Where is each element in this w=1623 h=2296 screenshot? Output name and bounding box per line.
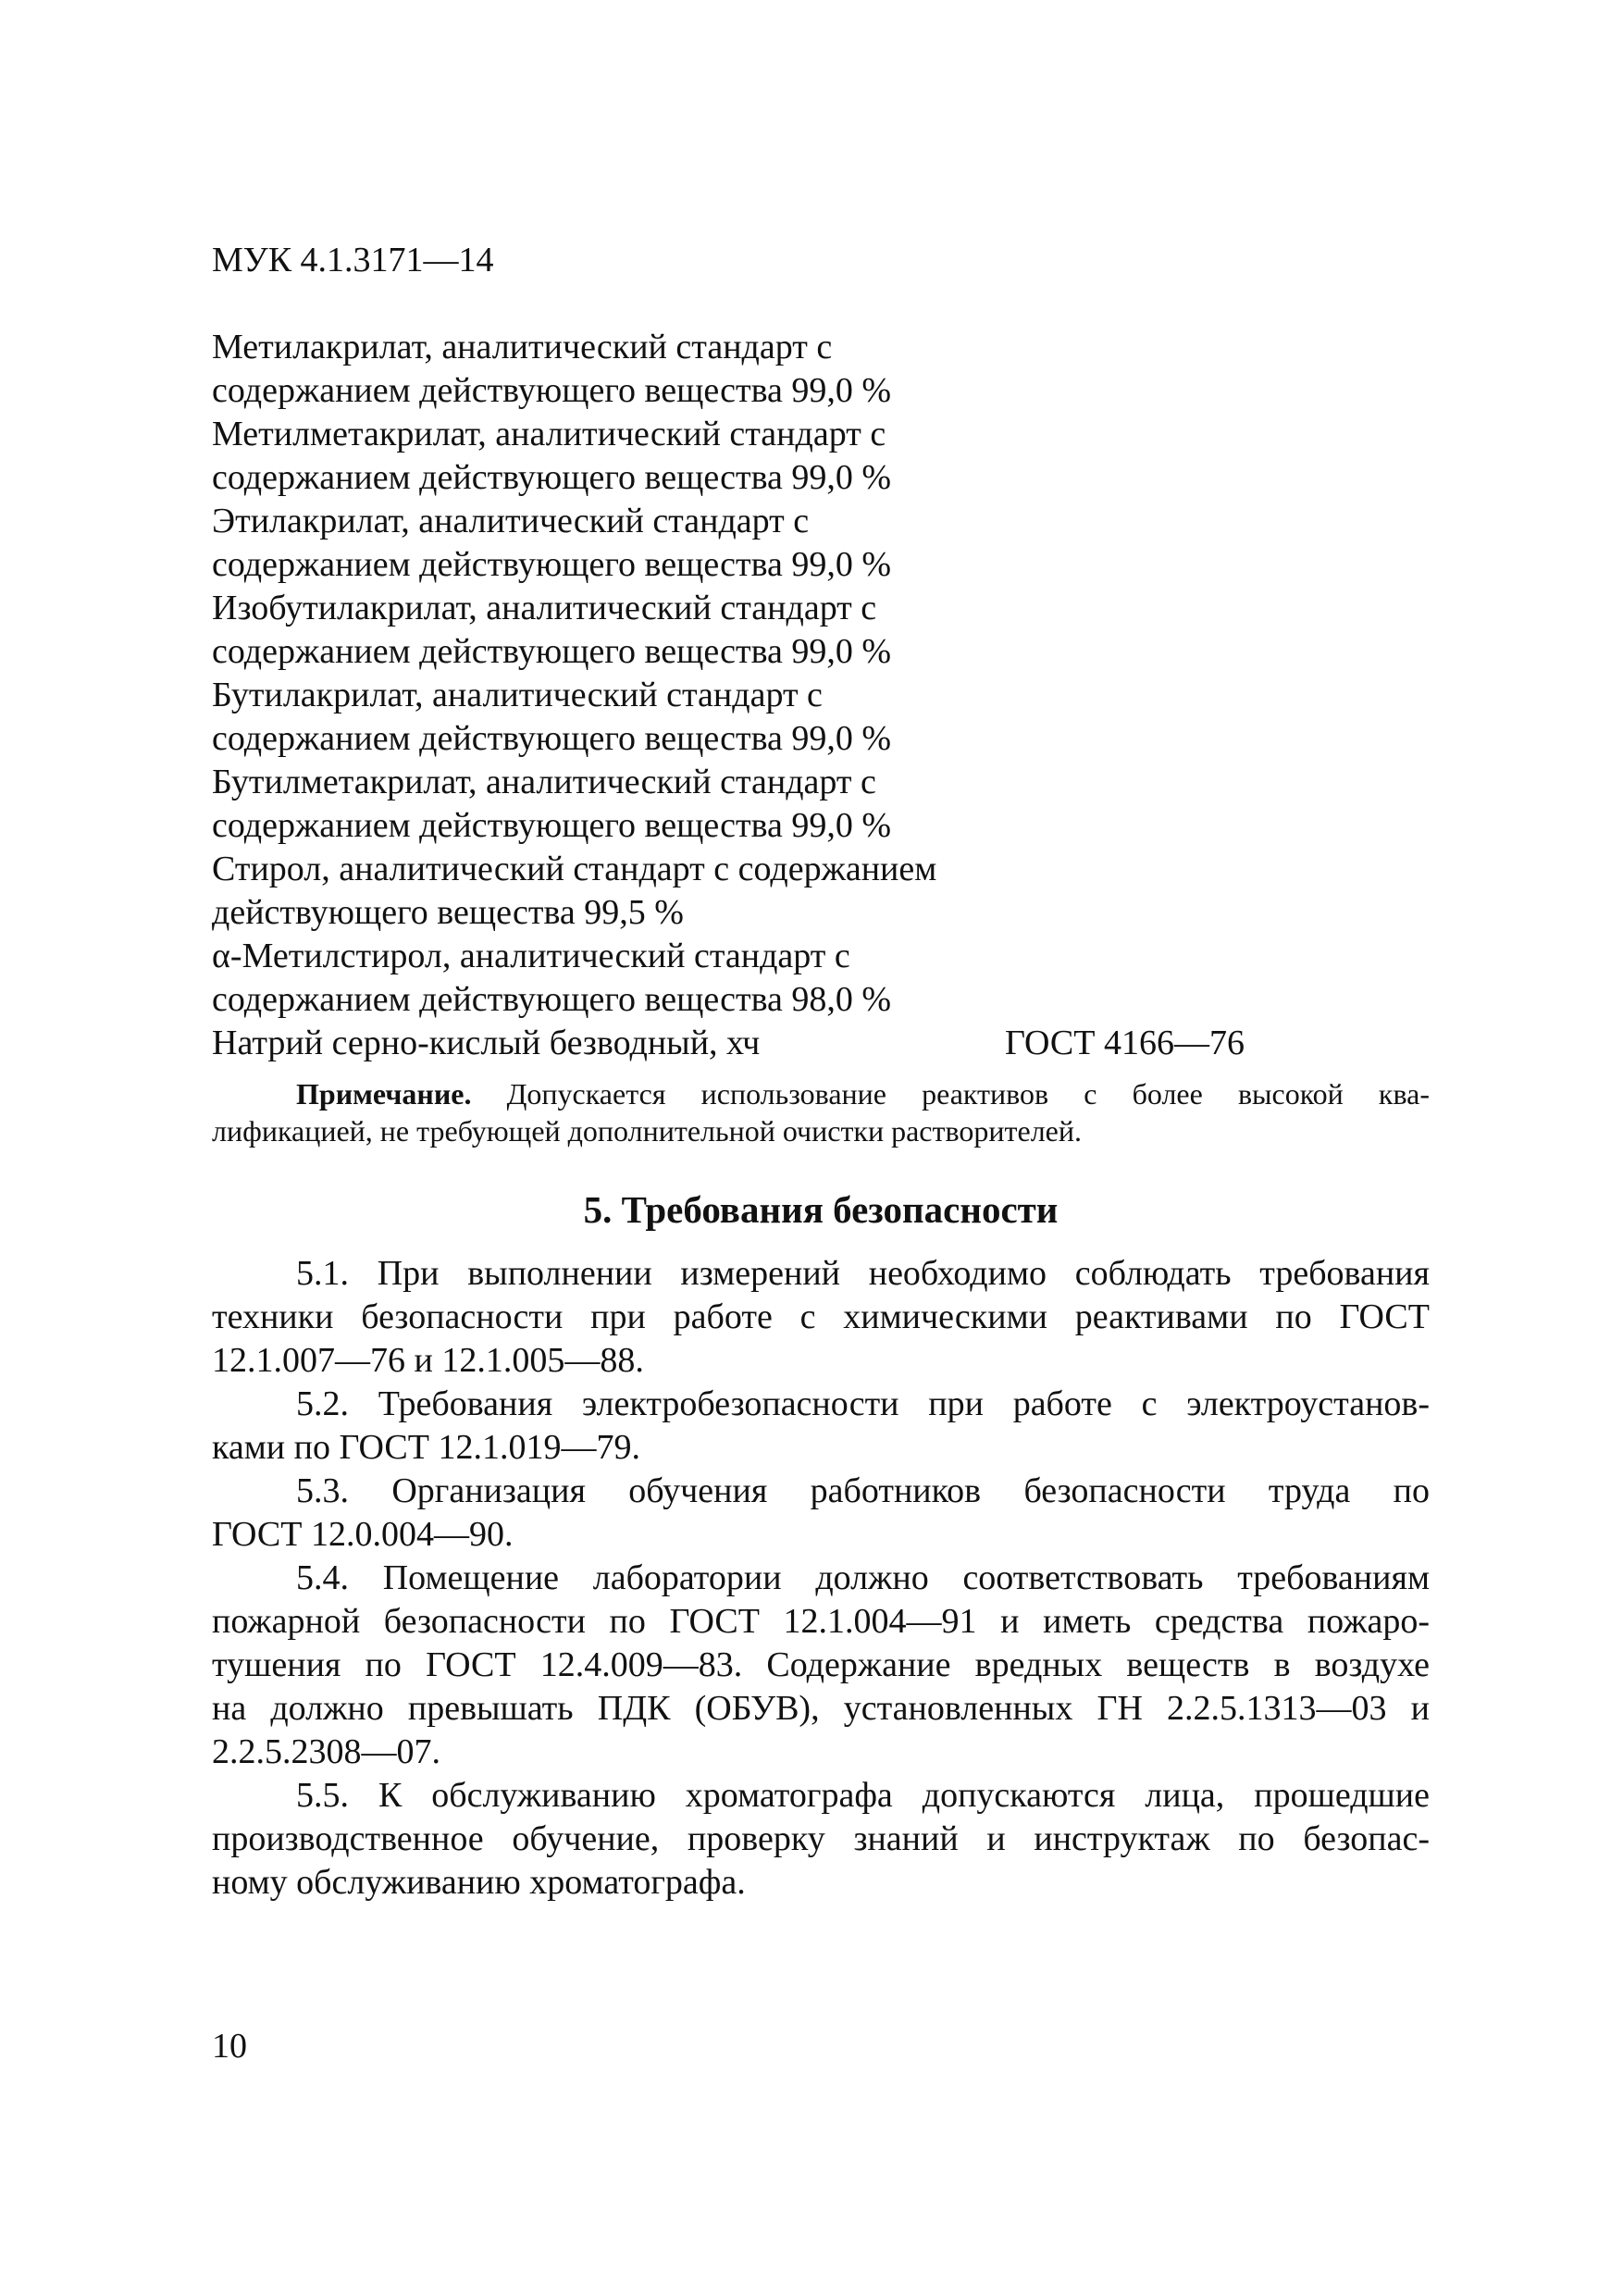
paragraph-5-5 [212, 1774, 1430, 1905]
reagent-line: Этилакрилат, аналитический стандарт с [212, 502, 810, 540]
reagent-line: содержанием действующего вещества 99,0 % [212, 371, 892, 410]
paragraph-line: 12.1.007—76 и 12.1.005—88. [212, 1341, 644, 1380]
reagent-line: содержанием действующего вещества 99,0 % [212, 806, 892, 845]
note-line: лификацией, не требующей дополнительной очистки растворителей. [212, 1114, 1082, 1148]
reagent-line: Изобутилакрилат, аналитический стандарт с [212, 589, 877, 627]
reagent-line: содержанием действующего вещества 99,0 % [212, 632, 892, 671]
document-code-header: МУК 4.1.3171—14 [212, 241, 494, 279]
paragraph-line: 5.2. Требования электробезопасности при работе с электроустанов- [296, 1384, 1430, 1423]
reagent-line: Бутилметакрилат, аналитический стандарт с [212, 763, 876, 801]
reagent-name: Натрий серно-кислый безводный, хч [212, 1024, 761, 1062]
paragraph-line: ками по ГОСТ 12.1.019—79. [212, 1428, 640, 1467]
reagent-line: содержанием действующего вещества 99,0 % [212, 545, 892, 584]
paragraph-line: 5.1. При выполнении измерений необходимо соблюдать требования [296, 1254, 1430, 1293]
gost-reference: ГОСТ 4166—76 [1005, 1024, 1245, 1062]
section-title: 5. Требования безопасности [583, 1188, 1059, 1231]
reagent-line: α-Метилстирол, аналитический стандарт с [212, 937, 850, 975]
paragraph-line: пожарной безопасности по ГОСТ 12.1.004—91 и иметь средства пожаро- [212, 1602, 1430, 1641]
note-label: Примечание. [296, 1077, 472, 1111]
paragraph-line: техники безопасности при работе с химическими реактивами по ГОСТ [212, 1297, 1430, 1336]
reagent-line: содержанием действующего вещества 98,0 % [212, 980, 892, 1019]
paragraph-line: 5.5. К обслуживанию хроматографа допускаются лица, прошедшие [296, 1776, 1430, 1815]
reagent-line-with-gost [212, 1022, 1276, 1065]
paragraph-5-2 [212, 1383, 1430, 1470]
reagent-line: Метилакрилат, аналитический стандарт с [212, 328, 833, 366]
paragraph-5-1 [212, 1252, 1430, 1383]
paragraph-line: 5.4. Помещение лаборатории должно соответствовать требованиям [296, 1558, 1430, 1597]
paragraph-line: тушения по ГОСТ 12.4.009—83. Содержание вредных веществ в воздухе [212, 1645, 1430, 1684]
paragraph-5-4 [212, 1557, 1430, 1774]
section-body [212, 1252, 1430, 1905]
reagent-line: Метилметакрилат, аналитический стандарт с [212, 415, 886, 453]
paragraph-line: 2.2.5.2308—07. [212, 1732, 440, 1771]
note-line [212, 1075, 1430, 1112]
reagent-line: содержанием действующего вещества 99,0 % [212, 458, 892, 497]
reagent-line: содержанием действующего вещества 99,0 % [212, 719, 892, 758]
reagent-line: Стирол, аналитический стандарт с содержанием [212, 850, 937, 888]
paragraph-line: 5.3. Организация обучения работников безопасности труда по [296, 1471, 1430, 1510]
reagent-line: Бутилакрилат, аналитический стандарт с [212, 676, 823, 714]
page-number: 10 [212, 2027, 247, 2066]
note-block [212, 1075, 1430, 1149]
note-text: Допускается использование реактивов с более высокой ква- [506, 1077, 1431, 1111]
paragraph-line: ному обслуживанию хроматографа. [212, 1863, 746, 1902]
paragraph-line: ГОСТ 12.0.004—90. [212, 1515, 514, 1554]
reagent-line: действующего вещества 99,5 % [212, 893, 684, 932]
paragraph-5-3 [212, 1470, 1430, 1557]
paragraph-line: на должно превышать ПДК (ОБУВ), установленных ГН 2.2.5.1313—03 и [212, 1689, 1430, 1728]
reagent-list [212, 326, 1276, 1065]
paragraph-line: производственное обучение, проверку знаний и инструктаж по безопас- [212, 1819, 1430, 1858]
